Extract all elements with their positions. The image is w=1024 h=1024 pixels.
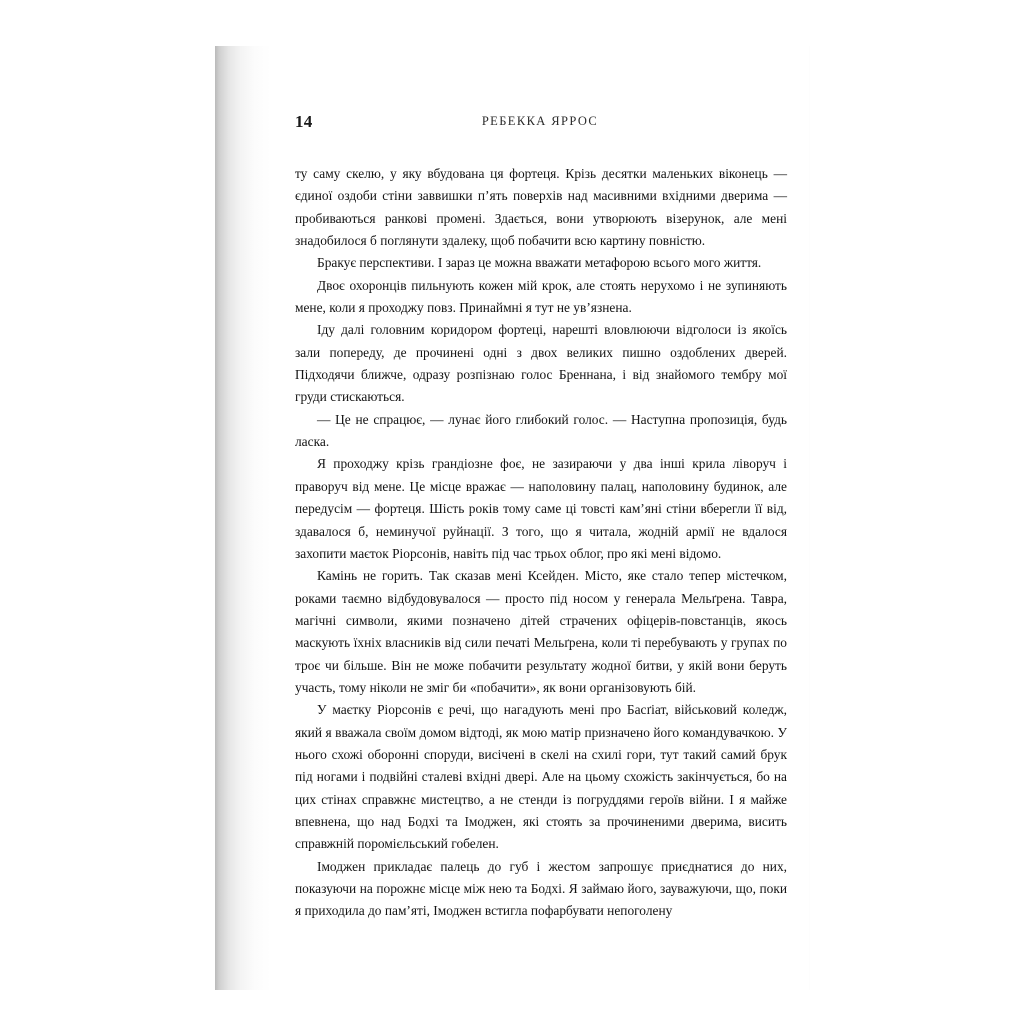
paragraph: Двоє охоронців пильнують кожен мій крок, але стоять нерухомо і не зупиняють мене, коли я проходжу повз. Принаймні я тут не ув’язнена. bbox=[295, 277, 787, 316]
body-text bbox=[295, 163, 787, 923]
page-number: 14 bbox=[295, 112, 313, 131]
paragraph: Камінь не горить. Так сказав мені Ксейден. Місто, яке стало тепер містечком, роками таємно відбудовувалося — просто під носом у генерала Мельґрена. Тавра, магічні символи, якими позначено дітей страчених офіцерів-повстанців, якось маскують їхніх власників від сили печаті Мельґрена, коли ті перебувають у групах по троє чи більше. Він не може побачити результату жодної битви, у якій вони беруть участь, тому ніколи не зміг би «побачити», як вони організовують бій. bbox=[295, 568, 787, 695]
paragraph: Я проходжу крізь грандіозне фоє, не зазираючи у два інші крила ліворуч і праворуч від мене. Це місце вражає — наполовину палац, наполовину будинок, але передусім — фортеця. Шість років тому саме ці товсті кам’яні стіни вберегли її від, здавалося б, неминучої руйнації. З того, що я читала, жодній армії не вдалося захопити маєток Ріорсонів, навіть під час трьох облог, про які мені відомо. bbox=[295, 456, 787, 561]
paragraph: — Це не спрацює, — лунає його глибокий голос. — Наступна пропозиція, будь ласка. bbox=[295, 411, 787, 450]
running-head-title: РЕБЕККА ЯРРОС bbox=[481, 114, 599, 128]
paragraph: Імоджен прикладає палець до губ і жестом запрошує приєднатися до них, показуючи на порожнє місце між нею та Бодхі. Я займаю його, зауважуючи, що, поки я приходила до пам’яті, Імоджен встигла пофарбувати непоголену bbox=[295, 858, 787, 919]
page-edge bbox=[809, 46, 810, 990]
book-page-sheet bbox=[215, 46, 810, 990]
page-content-area bbox=[215, 46, 810, 990]
paragraph: Бракує перспективи. І зараз це можна вважати метафорою всього мого життя. bbox=[317, 255, 762, 271]
running-head bbox=[295, 112, 785, 132]
paragraph: У маєтку Ріорсонів є речі, що нагадують мені про Басґіат, військовий коледж, який я вважала своїм домом відтоді, як мою матір призначено його командувачкою. У нього схожі оборонні споруди, висічені в скелі на схилі гори, тут такий самий брук під ногами і подвійні сталеві вхідні двері. Але на цьому схожість закінчується, бо на цих стінах справжнє мистецтво, а не стенди із погруддями героїв війни. І я майже впевнена, що над Бодхі та Імоджен, які стоять за прочиненими дверима, висить справжній поромієльський гобелен. bbox=[295, 702, 787, 852]
paragraph: ту саму скелю, у яку вбудована ця фортеця. Крізь десятки маленьких віконець — єдиної оздоби стіни заввишки п’ять поверхів над масивними вхідними дверима — пробиваються ранкові промені. Здається, вони утворюють візерунок, але мені знадобилося б поглянути здалеку, щоб побачити всю картину повністю. bbox=[295, 166, 787, 249]
paragraph: Іду далі головним коридором фортеці, нарешті вловлюючи відголоси із якоїсь зали попереду, де прочинені одні з двох великих пишно оздоблених дверей. Підходячи ближче, одразу розпізнаю голос Бреннана, і від знайомого тембру мої груди стискаються. bbox=[295, 322, 787, 405]
